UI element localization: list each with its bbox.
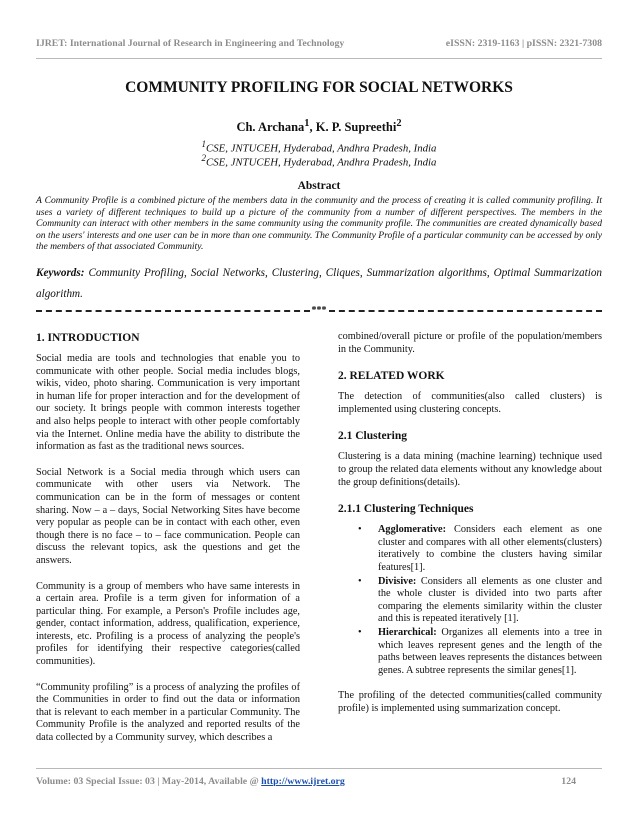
list-item	[378, 576, 602, 626]
right-column	[338, 331, 602, 728]
abstract-heading: Abstract	[297, 180, 341, 192]
volume-text: Volume: 03 Special Issue: 03 | May-2014, Available @	[36, 776, 262, 787]
paragraph: Social media are tools and technologies that enable you to communicate with other people. Social media includes blogs, wikis, video, photo sharing. Communication is very important in human life for proper interaction and for the development of our society. It brings people with common interests together and also helps people to interact with other people comfortably via the Internet. Online media have the ability to distribute the information as fast as the traditional news sources.	[36, 353, 300, 453]
list-item	[378, 627, 602, 677]
running-footer	[36, 776, 602, 787]
paragraph: The profiling of the detected communities(called community profile) is implemented using summarization concept.	[338, 690, 602, 714]
separator-dashes	[36, 310, 310, 312]
related-work-heading: 2. RELATED WORK	[338, 370, 445, 383]
separator-dashes	[329, 310, 603, 312]
author-name: Ch. Archana	[236, 120, 305, 135]
separator-stars: ***	[311, 305, 327, 316]
keywords-label: Keywords:	[36, 267, 85, 279]
abstract-text: A Community Profile is a combined picture of the members data in the community and the process of creating it is called community profiling. It uses a variety of different techniques to build up a picture of the community from a number of different perspectives. The members in the Community can interact with other members in the same community using the community profile. The communities are created dynamically based on the users' interests and one user can be in more than one community. The Community Profile of a particular community can be accessed by only the members of that associated Community.	[36, 195, 602, 253]
affiliation-text: CSE, JNTUCEH, Hyderabad, Andhra Pradesh, India	[206, 142, 437, 155]
affiliation-2	[0, 153, 638, 169]
author-name: K. P. Supreethi	[315, 120, 397, 135]
footer-rule	[36, 768, 602, 769]
footer-volume	[36, 776, 345, 787]
issn-info: eISSN: 2319-1163 | pISSN: 2321-7308	[445, 38, 602, 49]
affiliation-text: CSE, JNTUCEH, Hyderabad, Andhra Pradesh, India	[206, 156, 437, 169]
technique-term: Hierarchical:	[378, 626, 437, 638]
techniques-list	[338, 524, 602, 677]
author-sup: 2	[396, 118, 402, 129]
technique-desc: Considers each element as one cluster and compares with all other elements(clusters) iteratively to combine the clusters having similar features[1].	[378, 524, 602, 573]
keywords	[36, 263, 602, 305]
technique-term: Agglomerative:	[378, 524, 447, 536]
clustering-heading: 2.1 Clustering	[338, 430, 407, 443]
paragraph: Clustering is a data mining (machine learning) technique used to group the related data elements without any knowledge about the group definitions(details).	[338, 451, 602, 488]
journal-link[interactable]: http://www.ijret.org	[261, 776, 345, 787]
keywords-text: Community Profiling, Social Networks, Clustering, Cliques, Summarization algorithms, Optimal Summarization algorithm.	[36, 267, 603, 300]
author-sup: 1	[304, 118, 310, 129]
affiliation-sup: 2	[201, 153, 207, 163]
technique-desc: Considers all elements as one cluster and the whole cluster is divided into two parts after comparing the elements similarity within the cluster and this is repeated iteratively [1].	[378, 575, 603, 625]
technique-term: Divisive:	[378, 575, 417, 587]
paragraph: Social Network is a Social media through which users can communicate with other users via Network. The communication can be in the form of messages or content sharing. Now – a – days, Social Networking Sites have become very popular as people can be in contact with each other, even though there is no face – to – face communication. People can discuss the relevant topics, ask the questions and get the answers.	[36, 466, 300, 566]
affiliation-sup: 1	[201, 139, 207, 149]
page-number: 124	[561, 776, 576, 787]
paragraph: “Community profiling” is a process of analyzing the profiles of the Communities in order to find out the data or information that is relevant to each member in a particular Community. The Community Profile is the analyzed and reported results of the data collected by a Community survey, which describes a	[36, 681, 300, 744]
clustering-techniques-heading: 2.1.1 Clustering Techniques	[338, 503, 474, 516]
paragraph-continuation: combined/overall picture or profile of the population/members in the Community.	[338, 331, 602, 355]
paragraph: Community is a group of members who have same interests in a certain area. Profile is a term given for information of a particular thing. For example, a Person's Profile includes age, gender, contact information, address, qualification, experience, interests, etc. Profiling is a process of analyzing the people's profiles for identifying their respective categories(called communities).	[36, 580, 300, 668]
paragraph: The detection of communities(also called clusters) is implemented using clustering concepts.	[338, 391, 602, 415]
technique-desc: Organizes all elements into a tree in which leaves represent genes and the length of the paths between leaves represents the distances between genes. A subtree represents the similar genes[1].	[378, 626, 602, 676]
section-separator	[36, 305, 602, 317]
author-line: Ch. Archana$^1$, K. P. Supreethi$^2$	[236, 118, 402, 135]
intro-heading: 1. INTRODUCTION	[36, 332, 140, 344]
list-item	[378, 524, 602, 574]
running-header	[36, 38, 602, 49]
header-rule	[36, 58, 602, 59]
left-column	[36, 331, 300, 758]
journal-name: IJRET: International Journal of Research in Engineering and Technology	[36, 38, 345, 49]
paper-title: COMMUNITY PROFILING FOR SOCIAL NETWORKS	[125, 79, 513, 96]
